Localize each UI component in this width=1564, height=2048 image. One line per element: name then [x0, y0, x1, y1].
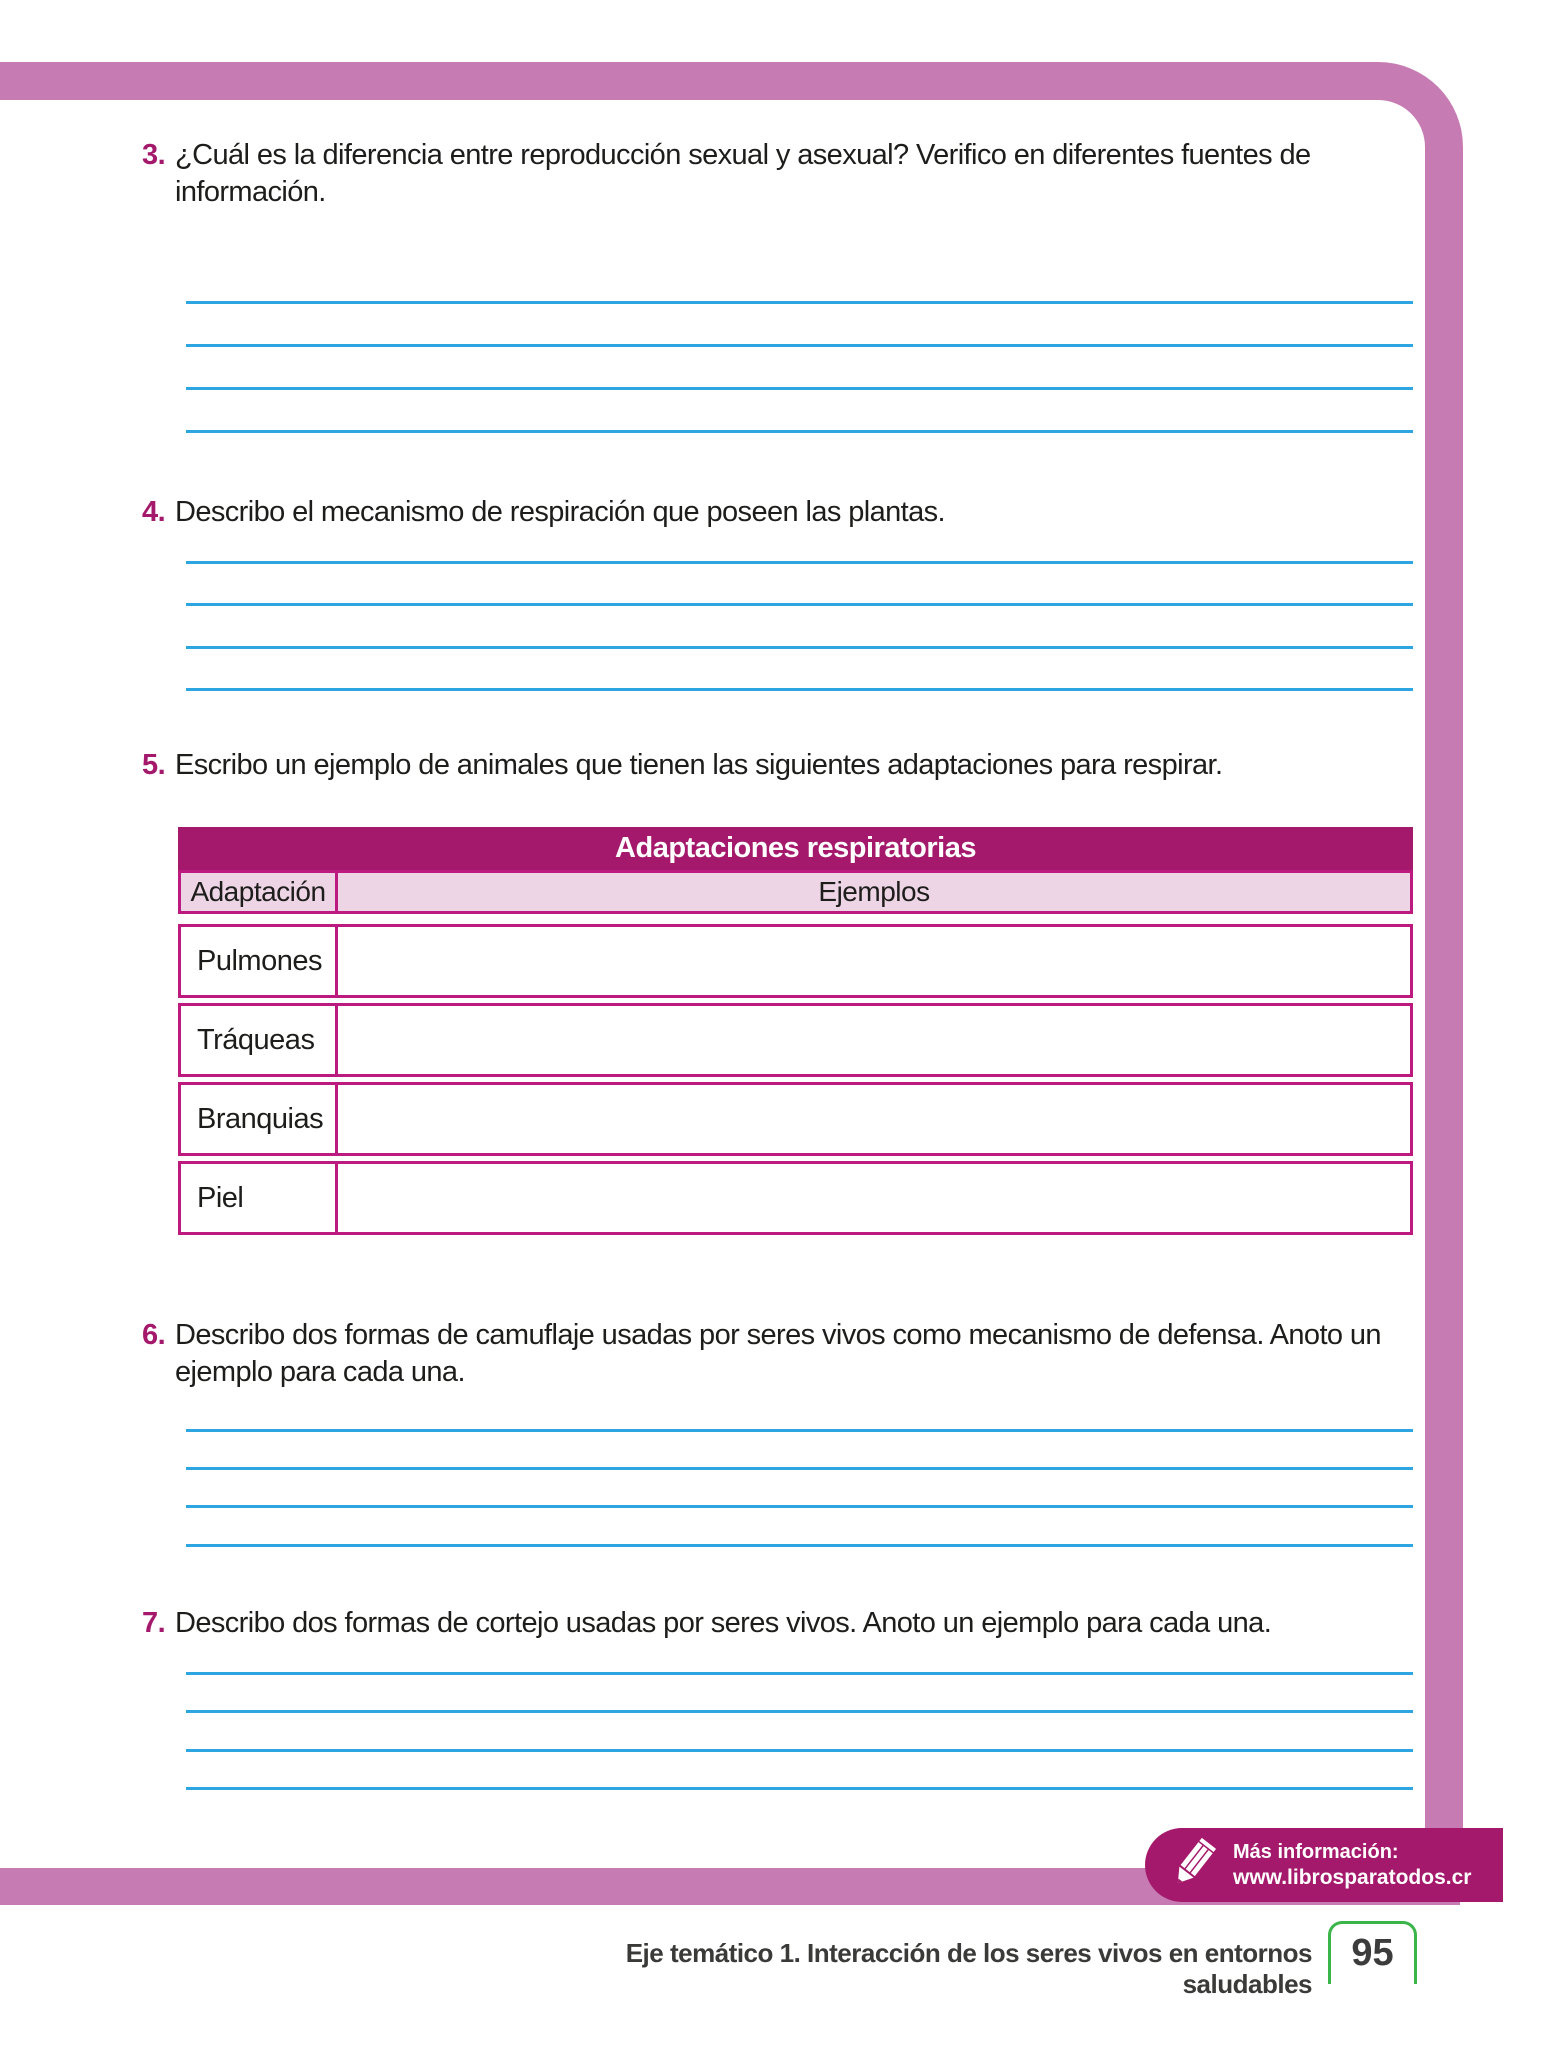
- table-row: [178, 924, 1413, 998]
- row-label-branquias: Branquias: [181, 1085, 338, 1153]
- question-6: [142, 1317, 1427, 1391]
- answer-line: [186, 646, 1413, 649]
- answer-line: [186, 430, 1413, 433]
- table-row: [178, 1003, 1413, 1077]
- row-label-pulmones: Pulmones: [181, 927, 338, 995]
- row-example-cell: [338, 1085, 1410, 1153]
- question-3-text: ¿Cuál es la diferencia entre reproducción sexual y asexual? Verifico en diferentes fuentes de información.: [175, 139, 1311, 208]
- row-example-cell: [338, 1006, 1410, 1074]
- question-6-text: Describo dos formas de camuflaje usadas por seres vivos como mecanismo de defensa. Anoto un ejemplo para cada una.: [175, 1319, 1381, 1388]
- table-row: [178, 1082, 1413, 1156]
- table-header-row: [178, 870, 1413, 914]
- page-number-box: [1328, 1921, 1417, 1984]
- badge-text: [1233, 1839, 1471, 1891]
- answer-line: [186, 1749, 1413, 1752]
- answer-line: [186, 301, 1413, 304]
- page-number: 95: [1351, 1932, 1394, 1974]
- answer-line: [186, 1429, 1413, 1432]
- more-info-badge: [1145, 1828, 1503, 1902]
- answer-line: [186, 688, 1413, 691]
- question-3: [142, 137, 1427, 211]
- question-7: [142, 1605, 1427, 1642]
- answer-line: [186, 1467, 1413, 1470]
- question-3-number: 3.: [142, 139, 166, 171]
- answer-line: [186, 1544, 1413, 1547]
- answer-line: [186, 344, 1413, 347]
- table-header-adaptacion: Adaptación: [181, 873, 338, 911]
- question-5-text: Escribo un ejemplo de animales que tienen las siguientes adaptaciones para respirar.: [175, 749, 1223, 781]
- row-label-traqueas: Tráqueas: [181, 1006, 338, 1074]
- row-example-cell: [338, 927, 1410, 995]
- pencil-icon: [1159, 1835, 1221, 1897]
- badge-url[interactable]: www.librosparatodos.cr: [1233, 1866, 1472, 1889]
- table-header-ejemplos: Ejemplos: [818, 876, 930, 907]
- answer-line: [186, 603, 1413, 606]
- badge-title: Más información:: [1233, 1841, 1399, 1863]
- question-4-text: Describo el mecanismo de respiración que poseen las plantas.: [175, 496, 945, 528]
- question-7-number: 7.: [142, 1607, 166, 1639]
- question-6-number: 6.: [142, 1319, 166, 1351]
- question-5: [142, 747, 1427, 784]
- row-example-cell: [338, 1164, 1410, 1232]
- footer-section-title: Eje temático 1. Interacción de los seres vivos en entornos saludables: [625, 1938, 1312, 1999]
- answer-line: [186, 1787, 1413, 1790]
- table-title: Adaptaciones respiratorias: [178, 827, 1413, 870]
- answer-line: [186, 561, 1413, 564]
- adaptations-table: [178, 827, 1413, 1235]
- question-4: [142, 494, 1427, 531]
- question-7-text: Describo dos formas de cortejo usadas por seres vivos. Anoto un ejemplo para cada una.: [175, 1607, 1272, 1639]
- answer-line: [186, 387, 1413, 390]
- table-row: [178, 1161, 1413, 1235]
- answer-line: [186, 1672, 1413, 1675]
- question-4-number: 4.: [142, 496, 166, 528]
- question-5-number: 5.: [142, 749, 166, 781]
- answer-line: [186, 1710, 1413, 1713]
- row-label-piel: Piel: [181, 1164, 338, 1232]
- answer-line: [186, 1505, 1413, 1508]
